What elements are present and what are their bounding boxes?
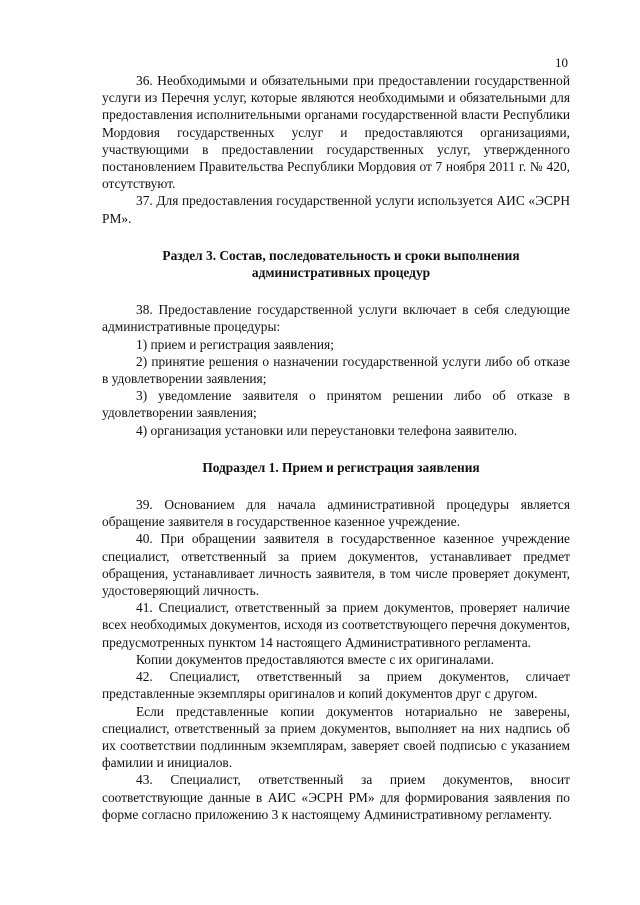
- paragraph-41-copies: Копии документов предоставляются вместе с их оригиналами.: [136, 651, 494, 667]
- paragraph-43: 43. Специалист, ответственный за прием документов, вносит соответствующие данные в АИС «ЭСРН РМ» для формирования заявления по форме согласно приложению 3 к настоящему Административному регламенту.: [102, 772, 570, 822]
- paragraph-40: 40. При обращении заявителя в государственное казенное учреждение специалист, ответственный за прием документов, устанавливает предмет обращения, устанавливает личность заявителя, в том числе проверяет документ, удостоверяющий личность.: [102, 531, 570, 599]
- paragraph-41: 41. Специалист, ответственный за прием документов, проверяет наличие всех необходимых документов, исходя из соответствующего перечня документов, предусмотренных пунктом 14 настоящего Административного регламента.: [102, 600, 570, 650]
- page-number: 10: [555, 55, 568, 70]
- section-3-heading: Раздел 3. Состав, последовательность и сроки выполнения административных процедур: [162, 247, 520, 281]
- procedure-item-1: 1) прием и регистрация заявления;: [136, 336, 334, 352]
- paragraph-42-notary: Если представленные копии документов нотариально не заверены, специалист, ответственный за прием документов, выполняет на них надпись об их соответствии подлинным экземплярам, заверяет своей подписью с указанием фамилии и инициалов.: [102, 703, 570, 771]
- paragraph-38: 38. Предоставление государственной услуги включает в себя следующие административные процедуры:: [102, 302, 570, 335]
- paragraph-36: 36. Необходимыми и обязательными при предоставлении государственной услуги из Перечня услуг, которые являются необходимыми и обязательными для предоставления исполнительными органами государственной власти Республики Мордовия государственных услуг и предоставляются организациями, участвующими в предоставлении государственных услуг, утвержденного постановлением Правительства Республики Мордовия от 7 ноября 2011 г. № 420, отсутствуют.: [102, 73, 570, 192]
- subsection-1-heading: Подраздел 1. Прием и регистрация заявления: [202, 459, 480, 475]
- paragraph-39: 39. Основанием для начала административной процедуры является обращение заявителя в государственное казенное учреждение.: [102, 497, 570, 530]
- paragraph-37: 37. Для предоставления государственной услуги используется АИС «ЭСРН РМ».: [102, 193, 570, 226]
- procedure-item-3: 3) уведомление заявителя о принятом решении либо об отказе в удовлетворении заявления;: [102, 388, 570, 421]
- document-body: [102, 72, 570, 823]
- procedure-item-2: 2) принятие решения о назначении государственной услуги либо об отказе в удовлетворении заявления;: [102, 353, 570, 387]
- procedure-item-4: 4) организация установки или переустановки телефона заявителю.: [136, 422, 518, 438]
- paragraph-42: 42. Специалист, ответственный за прием документов, сличает представленные экземпляры оригиналов и копий документов друг с другом.: [102, 669, 570, 702]
